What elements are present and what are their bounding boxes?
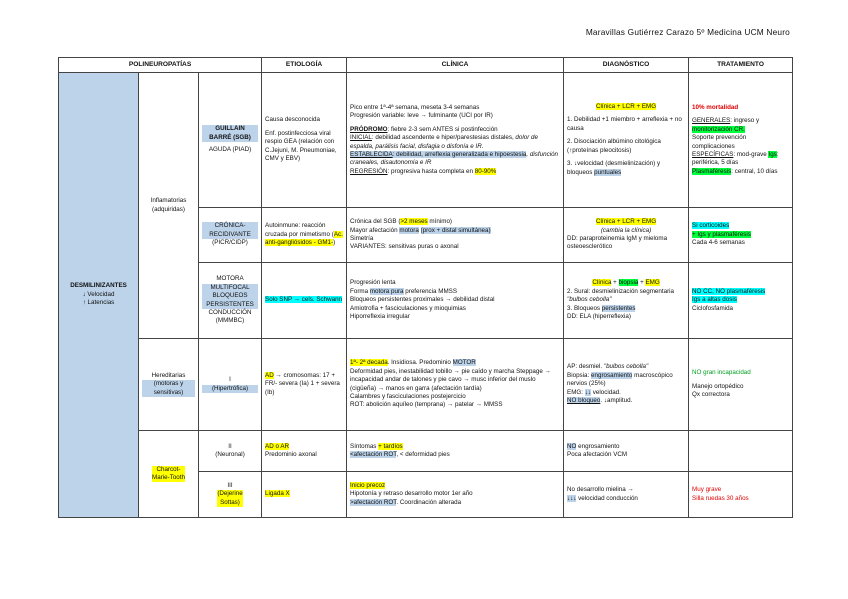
row-cmt1 xyxy=(59,339,793,431)
cmt2-subname: (Neuronal) xyxy=(215,451,245,458)
col-header-tratamiento: TRATAMIENTO xyxy=(689,58,793,73)
cmt1-clin-1: 1ª- 2ª decada. Insidiosa. Predominio MOTOR xyxy=(350,359,476,367)
cidp-etiologia: Autoinmune: reacción cruzada por mimetismo (Ac. anti-gangliósidos - GM1-) xyxy=(262,208,347,263)
guillain-clin-f: REGRESIÓN: progresiva hasta completa en 80-90% xyxy=(350,167,497,175)
cidp-name-cell xyxy=(199,208,262,263)
cmt3-dx-1: No desarrollo mielina → xyxy=(567,486,634,494)
col-header-polineuropatias: POLINEUROPATÍAS xyxy=(59,58,262,73)
mmn-tx-1: NO CC, NO plasmaféresis xyxy=(692,287,766,295)
desmielinizantes-title: DESMILINIZANTES xyxy=(70,282,127,290)
cmt3-clin-2: Hipotonía y retraso desarrollo motor 1er año xyxy=(350,490,473,498)
guillain-diagnostico xyxy=(564,73,689,208)
page-header: Maravillas Gutiérrez Carazo 5º Medicina UCM Neuro xyxy=(585,27,790,37)
cmt3-tx-2: Silla ruedas 30 años xyxy=(692,494,749,502)
cidp-tratamiento xyxy=(689,208,793,263)
col-header-diagnostico: DIAGNÓSTICO xyxy=(564,58,689,73)
desmielinizantes-line1: ↓ Velocidad xyxy=(82,290,115,298)
guillain-clin-d: INICIAL: debilidad ascendente e hiper/parestesias distales, dolor de espalda, parálisis facial, disfagia o disfonía e IR. xyxy=(350,134,539,150)
cmt3-clinica xyxy=(347,472,564,518)
guillain-clinica xyxy=(347,73,564,208)
col-header-clinica: CLÍNICA xyxy=(347,58,564,73)
guillain-dx-2: 2. Disociación albúmino citológica (↑proteínas pleocitosis) xyxy=(567,138,661,154)
cmt3-subname: (Dejerine Sottas) xyxy=(217,490,243,506)
guillain-etio-1: Causa desconocida xyxy=(265,116,320,124)
cmt2-dx-1: NO engrosamiento xyxy=(567,442,620,450)
cidp-clin-4: VARIANTES: sensitivas puras o axonal xyxy=(350,243,459,251)
mmn-diagnostico xyxy=(564,263,689,339)
mmn-clin-3: Bloqueos persistentes proximales → debilidad distal xyxy=(350,296,495,304)
cmt1-dx-3: EMG: ↓↓ velocidad. xyxy=(567,388,621,396)
cidp-tx-1: Si corticoides xyxy=(692,222,730,230)
cidp-tx-3: Cada 4-6 semanas xyxy=(692,239,745,247)
cmt2-etiologia xyxy=(262,431,347,472)
mmn-clin-5: Hiporreflexia irregular xyxy=(350,313,410,321)
cidp-dx-headline: Clínica + LCR + EMG xyxy=(595,218,657,226)
mmn-dx-3: 3. Bloqueos persistentes xyxy=(567,304,636,312)
cmt-cell xyxy=(139,431,199,518)
cmt1-clinica xyxy=(347,339,564,431)
mmn-tx-2: Igs a altas dosis xyxy=(692,296,737,304)
mmn-tratamiento xyxy=(689,263,793,339)
guillain-tx-5: Plasmaféresis: central, 10 días xyxy=(692,167,778,175)
row-cmt2 xyxy=(59,431,793,472)
guillain-tratamiento xyxy=(689,73,793,208)
mmn-name-5: CONDUCCIÓN xyxy=(208,308,252,316)
guillain-tx-4: ESPECÍFICAS: mod-grave Igs: periférica, 5 días xyxy=(692,150,779,167)
cmt3-numeral: III xyxy=(227,481,233,489)
mmn-name-1: MOTORA xyxy=(216,275,244,283)
cmt2-diagnostico xyxy=(564,431,689,472)
guillain-name-cell xyxy=(199,73,262,208)
guillain-clin-a: Pico entre 1ª-4ª semana, meseta 3-4 semanas xyxy=(350,103,480,111)
mmn-etiologia: Solo SNP → cels. Schwann xyxy=(262,263,347,339)
inflamatorias-cell xyxy=(139,73,199,339)
cidp-clin-1: Crónica del SGB (>2 meses mínimo) xyxy=(350,218,452,226)
mmn-dx-1: Clínica + biopsia + EMG xyxy=(592,279,660,287)
mmn-name-6: (MMMBC) xyxy=(215,317,245,325)
hereditarias-cell xyxy=(139,339,199,431)
mmn-dx-2: 2. Sural: desmielinización segmentaria "bulbos cebolla" xyxy=(567,287,675,304)
cmt1-tx-2: Manejo ortopédico xyxy=(692,382,744,390)
cmt1-numeral: I xyxy=(229,376,231,384)
cmt1-clin-2: Deformidad pies, inestabilidad tobillo → pie caído y marcha Steppage → incapacidad andar de talones y pie cavo → musc inferior del muslo (cigüeña) → manos en garra (afectación tardía) xyxy=(350,367,551,392)
guillain-clin-e: ESTABLECIDA: debilidad, arreflexia generalizada e hipoestesia, disfunción craneales, disautonomía e IR xyxy=(350,150,559,167)
mmn-name-cell xyxy=(199,263,262,339)
cmt1-name-cell xyxy=(199,339,262,431)
cmt1-tratamiento xyxy=(689,339,793,431)
cmt1-etiologia: AD → cromosomas: 17 + FR/- severa (Ia) 1 + severa (Ib) xyxy=(262,339,347,431)
hereditarias-line2: (motoras y sensitivas) xyxy=(142,380,195,397)
mmn-clin-4: Amiotrofia + fasciculaciones y mioquimias xyxy=(350,304,466,312)
cmt1-dx-4: NO bloqueo. ↓amplitud. xyxy=(567,397,633,405)
mmn-name-2: MULTIFOCAL BLOQUEOS PERSISTENTES xyxy=(202,284,258,309)
cmt3-clin-3: >afectación ROT. Coordinación alterada xyxy=(350,498,462,506)
cmt2-clin-2: <afectación ROT, < deformidad pies xyxy=(350,451,450,458)
cmt3-dx-2: ↓↓↓ velocidad conducción xyxy=(567,494,638,502)
guillain-etiologia xyxy=(262,73,347,208)
polyneuropathy-table xyxy=(58,57,793,518)
mmn-dx-4: DD: ELA (hiperreflexia) xyxy=(567,313,631,321)
cmt2-clinica xyxy=(347,431,564,472)
cmt1-tx-3: Qx correctora xyxy=(692,391,730,399)
cidp-clin-2: Mayor afectación motora (prox + distal simultánea) xyxy=(350,226,491,234)
guillain-subname: AGUDA (PIAD) xyxy=(208,146,252,154)
cmt1-dx-2: Biopsia: engrosamiento macroscópico nervios (25%) xyxy=(567,371,673,388)
cmt2-numeral: II xyxy=(228,442,232,450)
guillain-etio-2: Enf. postinfecciosa viral respio GEA (relación con C.Jejuni, M. Pneumoniae, CMV y EBV) xyxy=(265,129,337,163)
inflamatorias-line1: Inflamatorias xyxy=(150,197,187,205)
mmn-clin-2: Forma motora pura preferencia MMSS xyxy=(350,287,458,295)
cmt1-subname: (Hipertrófica) xyxy=(202,385,258,393)
desmielinizantes-cell xyxy=(59,73,139,518)
guillain-tx-1: 10% mortalidad xyxy=(692,103,739,111)
cmt1-dx-1: AP: desmiel. "bulbos cebolla" xyxy=(567,363,649,371)
cmt2-etio-1: AD o AR xyxy=(265,442,289,450)
guillain-dx-1: 1. Debilidad +1 miembro + arreflexia + no causa xyxy=(567,116,682,132)
cmt2-dx-2: Poca afectación VCM xyxy=(567,451,628,458)
hereditarias-line1: Hereditarias xyxy=(151,371,186,379)
cidp-clinica xyxy=(347,208,564,263)
cidp-dx-1: (cambia la clínica) xyxy=(600,226,652,234)
guillain-name: GUILLAIN BARRÉ (SGB) xyxy=(202,125,258,142)
cmt3-diagnostico xyxy=(564,472,689,518)
guillain-clin-c: PRÓDROMO: fiebre 2-3 sem ANTES si postinfección xyxy=(350,125,498,133)
cidp-clin-3: Simetría xyxy=(350,235,374,242)
cidp-subname: (PICR/CIDP) xyxy=(212,239,248,247)
guillain-tx-2: GENERALES: ingreso y monitorización CR. xyxy=(692,117,760,133)
cmt1-diagnostico xyxy=(564,339,689,431)
inflamatorias-line2: (adquiridas) xyxy=(151,205,185,213)
cmt2-clin-1: Síntomas + tardíos xyxy=(350,442,403,450)
cmt3-tx-1: Muy grave xyxy=(692,486,722,494)
header-row xyxy=(59,58,793,73)
cmt-name: Charcot- Marie-Tooth xyxy=(152,465,185,481)
guillain-clin-b: Progresión variable: leve → fulminante (UCI por IR) xyxy=(350,112,493,120)
cmt1-clin-3: Calambres y fasciculaciones postejercicio xyxy=(350,392,466,400)
cmt1-tx-1: NO gran incapacidad xyxy=(692,369,751,377)
row-guillain-barre xyxy=(59,73,793,208)
mmn-tx-3: Ciclofosfamida xyxy=(692,304,734,312)
cidp-name: CRÓNICA- RECIDIVANTE xyxy=(202,222,258,239)
cidp-diagnostico xyxy=(564,208,689,263)
col-header-etiologia: ETIOLOGÍA xyxy=(262,58,347,73)
mmn-clin-1: Progresión lenta xyxy=(350,279,396,287)
guillain-dx-headline: Clínica + LCR + EMG xyxy=(595,102,657,110)
cmt2-etio-2: Predominio axonal xyxy=(265,451,317,458)
cmt1-clin-4: ROT: abolición aquíleo (temprana) → patelar → MMSS xyxy=(350,401,503,409)
cidp-dx-2: DD: paraproteinemia IgM y mieloma osteoesclerótico xyxy=(567,235,668,251)
cmt2-name-cell xyxy=(199,431,262,472)
cmt3-etiologia: Ligada X xyxy=(262,472,347,518)
mmn-clinica xyxy=(347,263,564,339)
cidp-tx-2: + Igs y plasmaféresis xyxy=(692,230,751,238)
cmt3-tratamiento xyxy=(689,472,793,518)
guillain-tx-3: Soporte prevención complicaciones xyxy=(692,134,747,150)
cmt3-clin-1: Inicio precoz xyxy=(350,481,386,489)
guillain-dx-3: 3. ↓velocidad (desmielinización) y bloqueos puntuales xyxy=(567,160,661,176)
cmt3-name-cell xyxy=(199,472,262,518)
cmt2-tratamiento xyxy=(689,431,793,472)
desmielinizantes-line2: ↑ Latencias xyxy=(82,299,115,307)
